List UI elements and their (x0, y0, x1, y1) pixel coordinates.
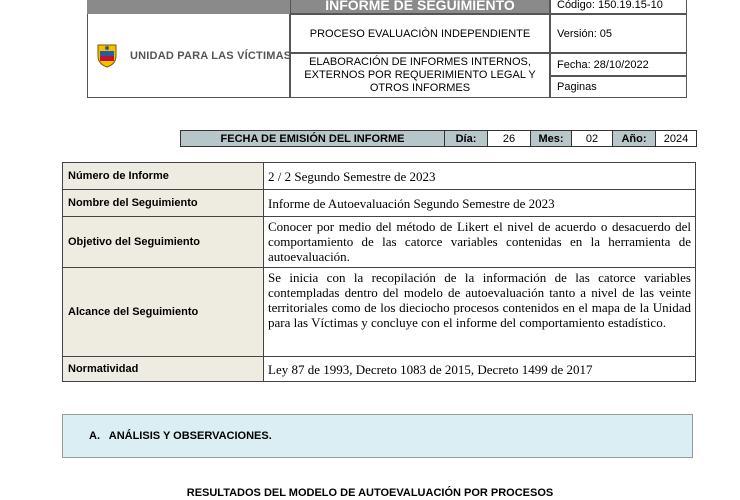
pages-label: Paginas (557, 81, 597, 93)
year-value: 2024 (656, 131, 696, 146)
report-info-table (62, 162, 696, 382)
results-heading: RESULTADOS DEL MODELO DE AUTOEVALUACIÓN POR PROCESOS (186, 487, 554, 499)
version: Versión: 05 (557, 27, 613, 40)
tracking-name-label: Nombre del Seguimiento (63, 190, 264, 216)
objective-text: Conocer por medio del método de Likert el nivel de acuerdo o desacuerdo del comportamiento de las catorce variables contenidas en la herramienta de autoevaluación. (268, 219, 691, 264)
issue-date-row (180, 130, 697, 147)
header-gray-band (87, 0, 290, 14)
regulations-label: Normatividad (63, 357, 264, 381)
coat-of-arms-icon (96, 42, 118, 68)
procedure-cell (290, 53, 550, 98)
table-row (63, 190, 695, 217)
table-row (63, 357, 695, 381)
scope-label: Alcance del Seguimiento (63, 268, 264, 356)
year-label: Año: (613, 131, 656, 146)
scope-text: Se inicia con la recopilación de la información de las catorce variables contempladas dentro del modelo de autoevaluación tanto a nivel de las veinte territoriales como de los dieciocho procesos contenidos en el mapa de la Unidad para las Víctimas y concluye con el informe del comportamiento estadístico. (268, 270, 691, 330)
unit-name: UNIDAD PARA LAS VÍCTIMAS (130, 50, 292, 62)
report-number: 2 / 2 Segundo Semestre de 2023 (268, 168, 436, 184)
day-value: 26 (488, 131, 531, 146)
pages-cell (550, 76, 687, 98)
tracking-name: Informe de Autoevaluación Segundo Semestre de 2023 (268, 195, 555, 211)
table-row (63, 163, 695, 190)
document-date: Fecha: 28/10/2022 (557, 58, 649, 71)
month-label: Mes: (531, 131, 572, 146)
document-code: Código: 150.19.15-10 (550, 0, 687, 14)
report-number-label: Número de Informe (63, 163, 264, 189)
analysis-title: A. ANÁLISIS Y OBSERVACIONES. (89, 430, 272, 442)
table-row (63, 268, 695, 357)
analysis-section-heading (62, 414, 693, 458)
issue-date-label: FECHA DE EMISIÓN DEL INFORME (181, 131, 445, 146)
regulations-text: Ley 87 de 1993, Decreto 1083 de 2015, Decreto 1499 de 2017 (268, 361, 593, 377)
date-cell (550, 53, 687, 76)
table-row (63, 217, 695, 268)
process-name: PROCESO EVALUACIÒN INDEPENDIENTE (309, 27, 531, 40)
day-label: Día: (445, 131, 488, 146)
version-cell (550, 14, 687, 53)
report-title: INFORME DE SEGUIMIENTO (290, 0, 550, 14)
month-value: 02 (572, 131, 613, 146)
process-cell (290, 14, 550, 53)
objective-label: Objetivo del Seguimiento (63, 217, 264, 267)
procedure-name: ELABORACIÓN DE INFORMES INTERNOS, EXTERNOS POR REQUERIMIENTO LEGAL Y OTROS INFORMES (304, 56, 536, 94)
